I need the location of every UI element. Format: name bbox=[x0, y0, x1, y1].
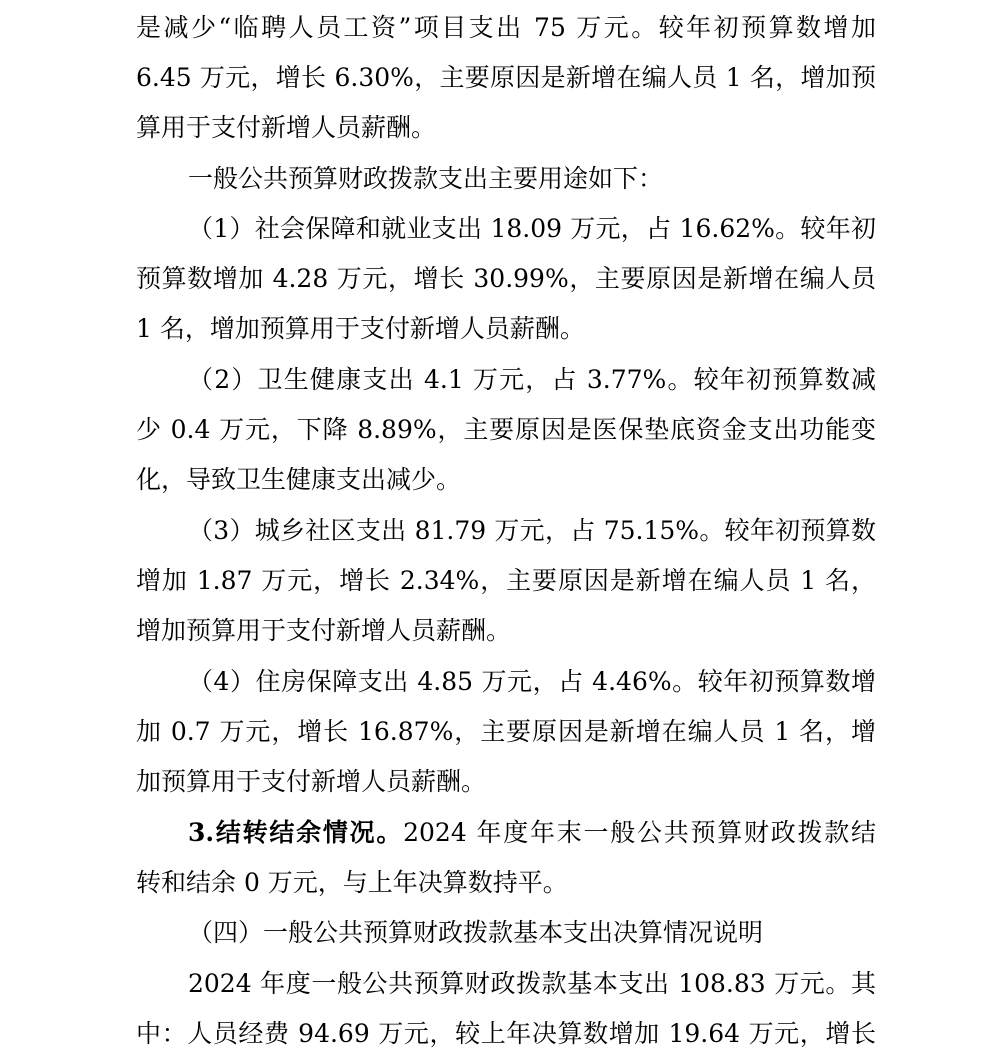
paragraph-line: 预算数增加 4.28 万元，增长 30.99%，主要原因是新增在编人员 bbox=[136, 264, 876, 293]
paragraph-line: 少 0.4 万元，下降 8.89%，主要原因是医保垫底资金支出功能变 bbox=[136, 415, 876, 444]
paragraph-line: 2024 年度一般公共预算财政拨款基本支出 108.83 万元。其 bbox=[188, 969, 876, 998]
paragraph-line: 化，导致卫生健康支出减少。 bbox=[136, 465, 462, 494]
paragraph-line: 是减少“临聘人员工资”项目支出 75 万元。较年初预算数增加 bbox=[136, 13, 876, 42]
paragraph-line: 1 名，增加预算用于支付新增人员薪酬。 bbox=[136, 314, 585, 343]
paragraph-line: 转和结余 0 万元，与上年决算数持平。 bbox=[136, 868, 568, 897]
paragraph-line: 6.45 万元，增长 6.30%，主要原因是新增在编人员 1 名，增加预 bbox=[136, 63, 876, 92]
paragraph-line: 算用于支付新增人员薪酬。 bbox=[136, 113, 437, 142]
paragraph-line: 中：人员经费 94.69 万元，较上年决算数增加 19.64 万元，增长 bbox=[136, 1019, 876, 1048]
paragraph-line: 增加 1.87 万元，增长 2.34%，主要原因是新增在编人员 1 名， bbox=[136, 566, 876, 595]
list-item-line: （2）卫生健康支出 4.1 万元，占 3.77%。较年初预算数减 bbox=[188, 365, 876, 394]
list-item-line: （1）社会保障和就业支出 18.09 万元，占 16.62%。较年初 bbox=[188, 214, 876, 243]
list-item-line: （3）城乡社区支出 81.79 万元，占 75.15%。较年初预算数 bbox=[188, 516, 876, 545]
paragraph-line bbox=[136, 808, 876, 858]
paragraph-text: 2024 年度年末一般公共预算财政拨款结 bbox=[403, 818, 876, 847]
paragraph-line: 加预算用于支付新增人员薪酬。 bbox=[136, 767, 487, 796]
paragraph-line: 增加预算用于支付新增人员薪酬。 bbox=[136, 616, 512, 645]
subheading-carryover: 3.结转结余情况。 bbox=[188, 818, 404, 847]
section-intro-line: 一般公共预算财政拨款支出主要用途如下： bbox=[188, 164, 664, 193]
list-item-line: （4）住房保障支出 4.85 万元，占 4.46%。较年初预算数增 bbox=[188, 667, 876, 696]
section-heading: （四）一般公共预算财政拨款基本支出决算情况说明 bbox=[188, 918, 764, 947]
paragraph-line: 加 0.7 万元，增长 16.87%，主要原因是新增在编人员 1 名，增 bbox=[136, 717, 876, 746]
